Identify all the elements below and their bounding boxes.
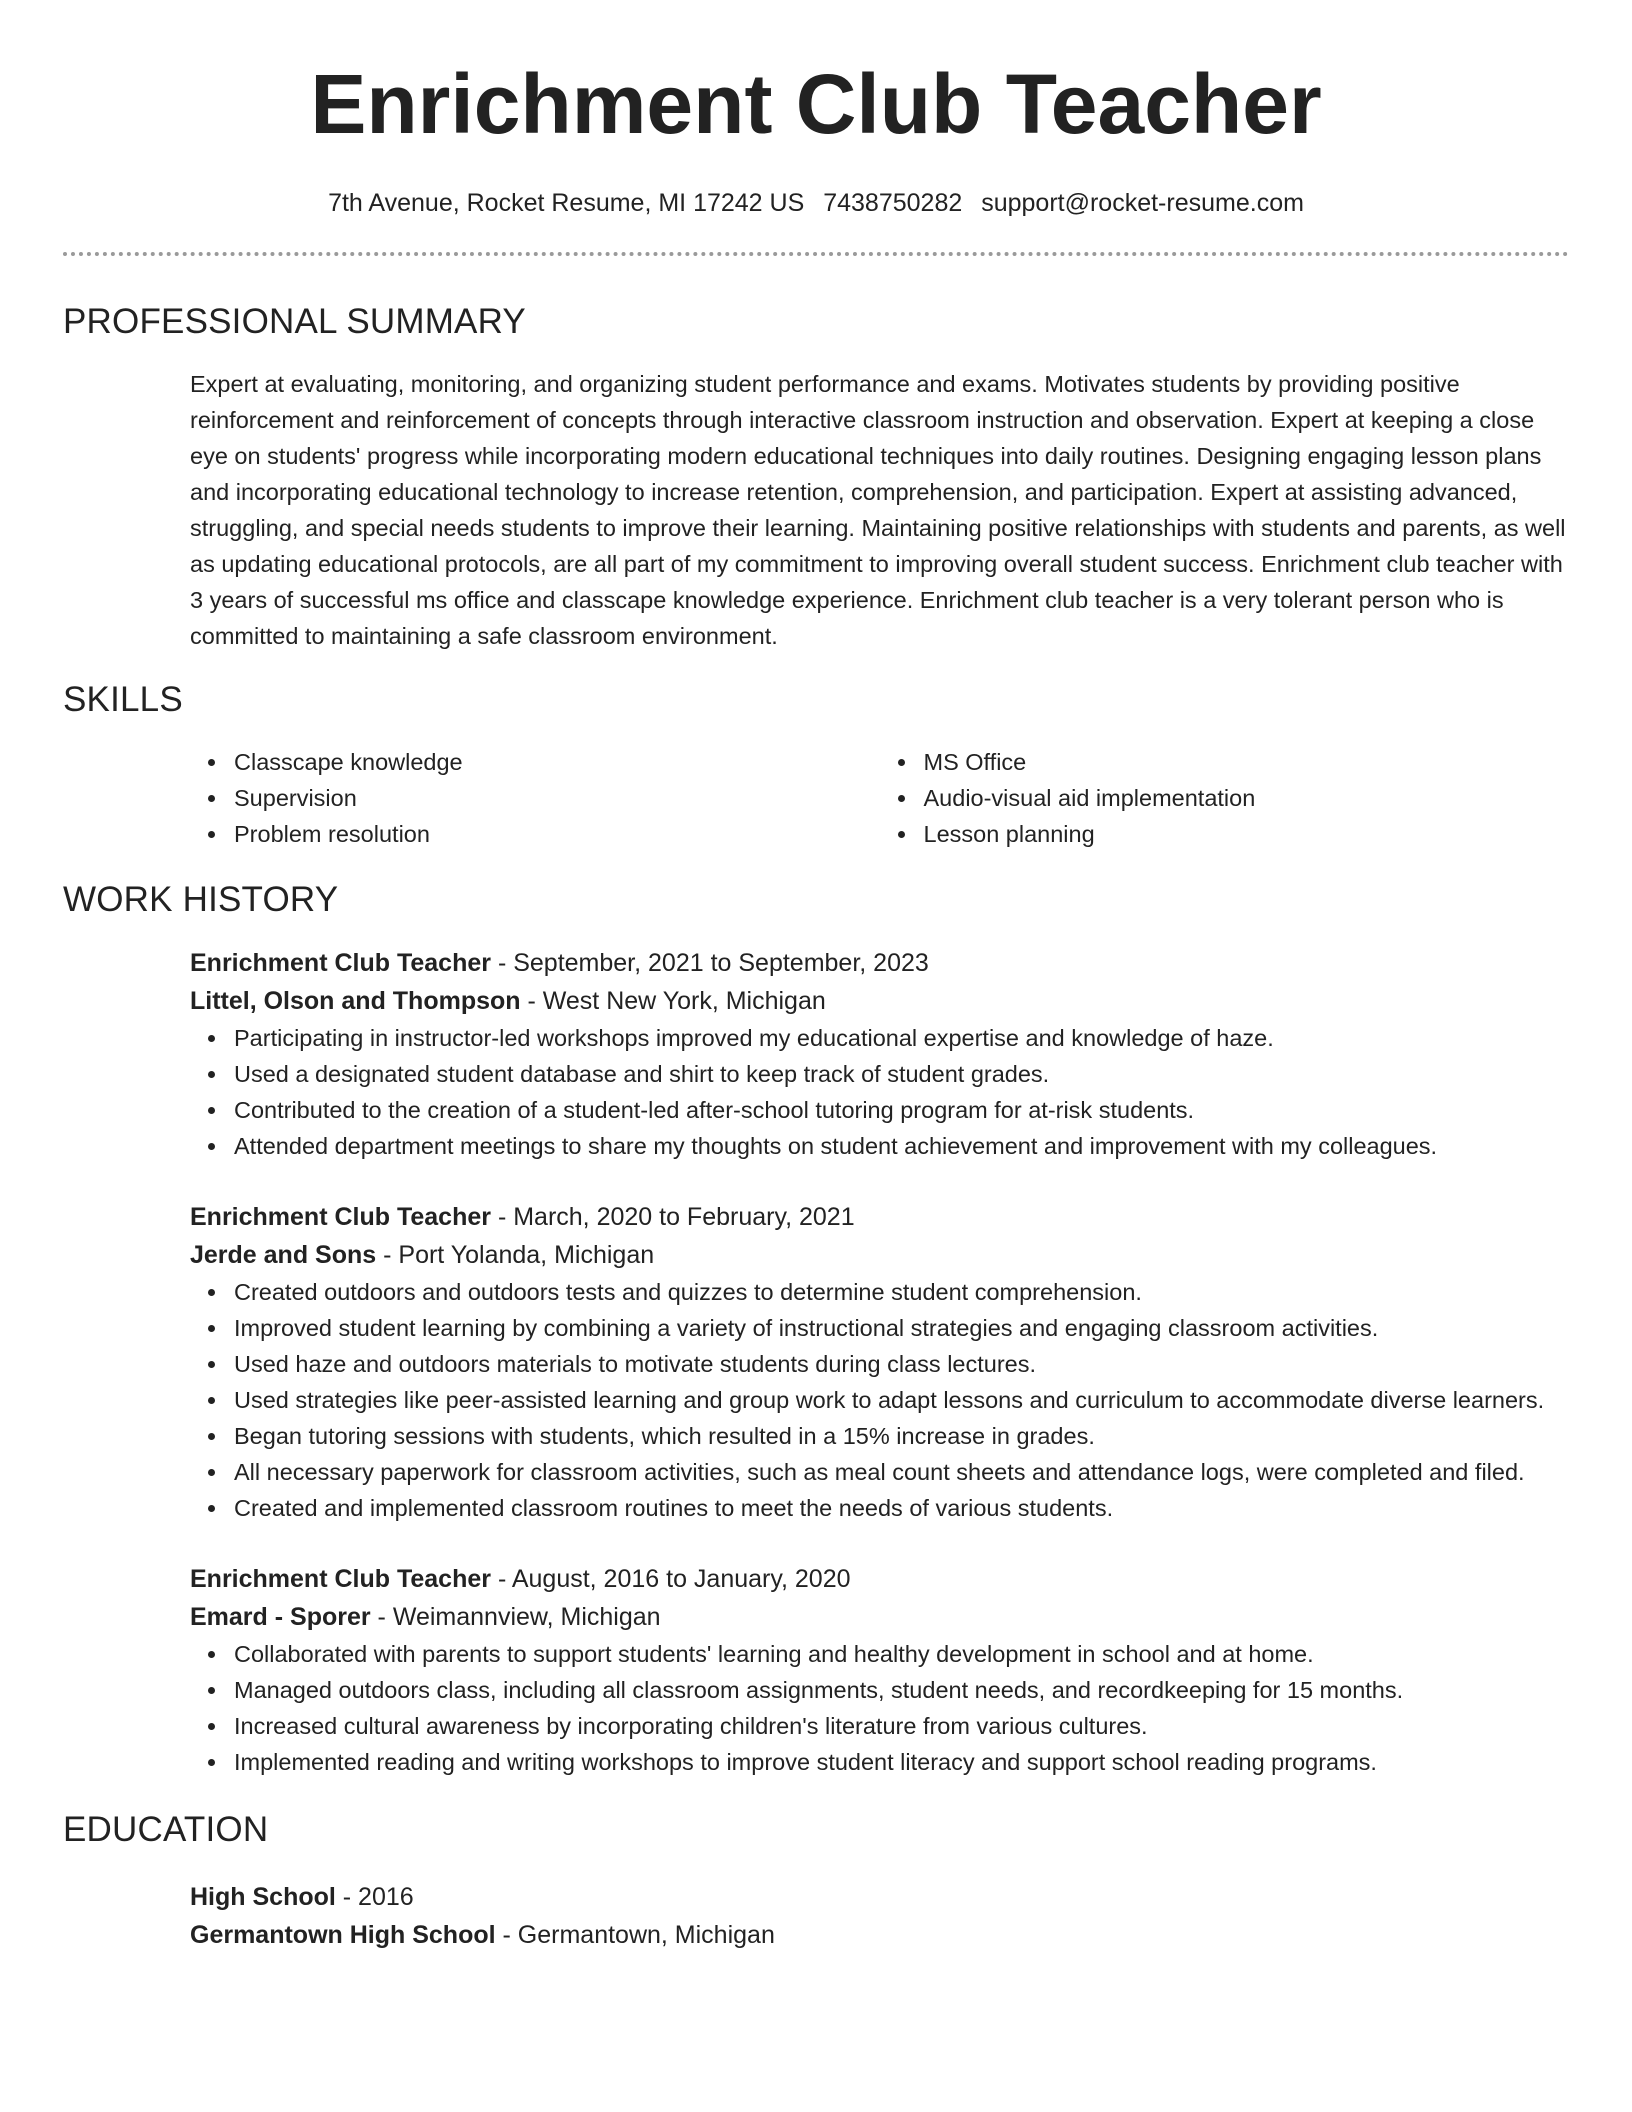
list-item: Used strategies like peer-assisted learning and group work to adapt lessons and curriculum to accommodate diverse learners. bbox=[234, 1382, 1569, 1418]
job-entry bbox=[190, 944, 1569, 1164]
job-dates: - August, 2016 to January, 2020 bbox=[491, 1565, 851, 1593]
list-item: Created and implemented classroom routines to meet the needs of various students. bbox=[234, 1490, 1569, 1526]
job-company-line bbox=[190, 982, 1569, 1020]
email: support@rocket-resume.com bbox=[981, 189, 1304, 217]
education-degree: High School bbox=[190, 1883, 336, 1911]
skill-item: Supervision bbox=[234, 780, 880, 816]
job-title-line bbox=[190, 944, 1569, 982]
job-title-line bbox=[190, 1560, 1569, 1598]
job-title-line bbox=[190, 1198, 1569, 1236]
summary-heading: PROFESSIONAL SUMMARY bbox=[63, 302, 526, 341]
list-item: Created outdoors and outdoors tests and quizzes to determine student comprehension. bbox=[234, 1274, 1569, 1310]
skill-item: Audio-visual aid implementation bbox=[924, 780, 1570, 816]
job-location: - West New York, Michigan bbox=[520, 987, 826, 1015]
job-position: Enrichment Club Teacher bbox=[190, 1565, 491, 1593]
list-item: Managed outdoors class, including all classroom assignments, student needs, and recordkeeping for 15 months. bbox=[234, 1672, 1569, 1708]
job-entry bbox=[190, 1560, 1569, 1780]
education-school: Germantown High School bbox=[190, 1921, 496, 1949]
contact-line bbox=[63, 188, 1569, 218]
job-company-line bbox=[190, 1236, 1569, 1274]
list-item: Improved student learning by combining a variety of instructional strategies and engaging classroom activities. bbox=[234, 1310, 1569, 1346]
job-bullets bbox=[190, 1274, 1569, 1526]
skill-item: Classcape knowledge bbox=[234, 744, 880, 780]
job-bullets bbox=[190, 1636, 1569, 1780]
phone: 7438750282 bbox=[823, 189, 963, 217]
skills-column-left bbox=[190, 744, 880, 852]
education-degree-line bbox=[190, 1878, 1569, 1916]
job-company-line bbox=[190, 1598, 1569, 1636]
skills-column-right bbox=[880, 744, 1570, 852]
education-school-line bbox=[190, 1916, 1569, 1954]
job-company: Littel, Olson and Thompson bbox=[190, 987, 521, 1015]
education-heading: EDUCATION bbox=[63, 1810, 269, 1849]
list-item: Collaborated with parents to support students' learning and healthy development in school and at home. bbox=[234, 1636, 1569, 1672]
job-company: Emard - Sporer bbox=[190, 1603, 371, 1631]
list-item: Attended department meetings to share my thoughts on student achievement and improvement with my colleagues. bbox=[234, 1128, 1569, 1164]
education-year: - 2016 bbox=[335, 1883, 414, 1911]
job-position: Enrichment Club Teacher bbox=[190, 1203, 491, 1231]
skill-item: Problem resolution bbox=[234, 816, 880, 852]
list-item: Participating in instructor-led workshops improved my educational expertise and knowledge of haze. bbox=[234, 1020, 1569, 1056]
summary-text: Expert at evaluating, monitoring, and organizing student performance and exams. Motivates students by providing positive reinforcement and reinforcement of concepts through interactive classroom instruction and observation. Expert at keeping a close eye on students' progress while incorporating modern educational techniques into daily routines. Designing engaging lesson plans and incorporating educational technology to increase retention, comprehension, and participation. Expert at assisting advanced, struggling, and special needs students to improve their learning. Maintaining positive relationships with students and parents, as well as updating educational protocols, are all part of my commitment to improving overall student success. Enrichment club teacher with 3 years of successful ms office and classcape knowledge experience. Enrichment club teacher is a very tolerant person who is committed to maintaining a safe classroom environment. bbox=[190, 371, 1566, 649]
skill-item: Lesson planning bbox=[924, 816, 1570, 852]
address: 7th Avenue, Rocket Resume, MI 17242 US bbox=[328, 189, 805, 217]
list-item: Began tutoring sessions with students, which resulted in a 15% increase in grades. bbox=[234, 1418, 1569, 1454]
job-dates: - March, 2020 to February, 2021 bbox=[491, 1203, 855, 1231]
skills-list bbox=[190, 744, 1569, 852]
list-item: Implemented reading and writing workshops to improve student literacy and support school reading programs. bbox=[234, 1744, 1569, 1780]
skill-item: MS Office bbox=[924, 744, 1570, 780]
candidate-name: Enrichment Club Teacher bbox=[310, 57, 1322, 151]
job-position: Enrichment Club Teacher bbox=[190, 949, 491, 977]
skills-heading: SKILLS bbox=[63, 680, 183, 719]
list-item: Increased cultural awareness by incorporating children's literature from various cultures. bbox=[234, 1708, 1569, 1744]
job-location: - Weimannview, Michigan bbox=[370, 1603, 661, 1631]
job-location: - Port Yolanda, Michigan bbox=[376, 1241, 655, 1269]
job-bullets bbox=[190, 1020, 1569, 1164]
list-item: Used a designated student database and shirt to keep track of student grades. bbox=[234, 1056, 1569, 1092]
job-entry bbox=[190, 1198, 1569, 1526]
job-company: Jerde and Sons bbox=[190, 1241, 377, 1269]
job-dates: - September, 2021 to September, 2023 bbox=[491, 949, 929, 977]
list-item: Used haze and outdoors materials to motivate students during class lectures. bbox=[234, 1346, 1569, 1382]
education-location: - Germantown, Michigan bbox=[495, 1921, 775, 1949]
work-history-heading: WORK HISTORY bbox=[63, 880, 339, 919]
header-divider bbox=[63, 252, 1569, 256]
education-entry bbox=[190, 1878, 1569, 1954]
list-item: All necessary paperwork for classroom activities, such as meal count sheets and attendance logs, were completed and filed. bbox=[234, 1454, 1569, 1490]
list-item: Contributed to the creation of a student-led after-school tutoring program for at-risk students. bbox=[234, 1092, 1569, 1128]
